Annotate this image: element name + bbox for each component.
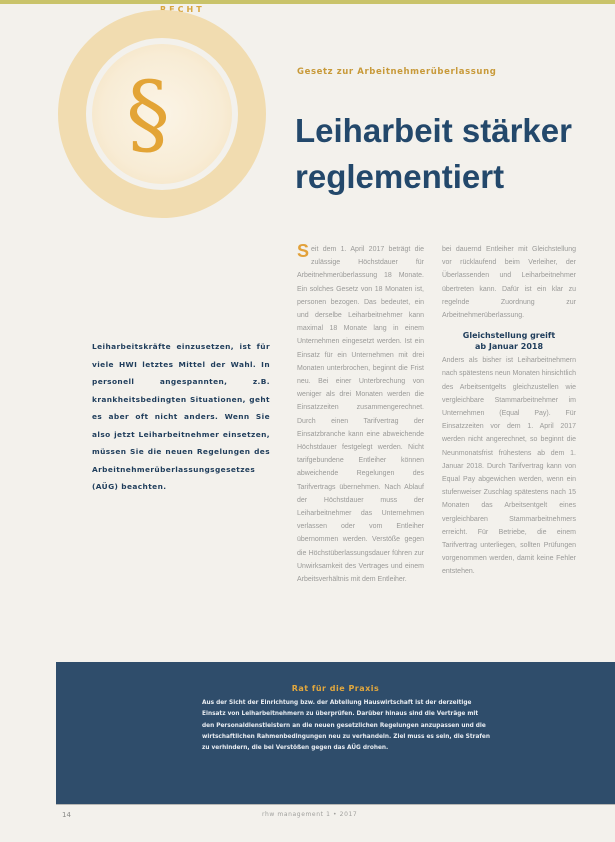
practice-box-title: Rat für die Praxis <box>291 684 380 693</box>
headline-line-1: Leiharbeit stärker <box>295 112 572 149</box>
subheading-line-2: ab Januar 2018 <box>474 342 544 352</box>
subheading-line-1: Gleichstellung greift <box>462 331 556 341</box>
section-label: RECHT <box>160 5 205 14</box>
article-kicker: Gesetz zur Arbeitnehmerüberlassung <box>297 67 497 77</box>
top-color-strip <box>0 0 615 4</box>
article-intro: Leiharbeitskräfte einzusetzen, ist für viele HWI letztes Mittel der Wahl. In personell angespannten, z.B. krankheitsbedingten Situationen, geht es aber oft nicht anders. Wenn Sie also jetzt Leiharbeitnehmer einsetzen, müssen Sie die neuen Regelungen des Arbeitnehmerüberlassungsgesetzes (AÜG) beachten. <box>92 342 270 491</box>
column-1-text: eit dem 1. April 2017 beträgt die zulässige Höchstdauer für Arbeitnehmerüberlassung 18 Monate. Ein solches Gesetz von 18 Monaten ist, personen bezogen. Das bedeutet, ein und derselbe Leiharbeitnehmer kann maximal 18 Monate lang in einem Unternehmen eingesetzt werden. Ist ein Einsatz für ein Unternehmen mit drei Monaten unterbrochen, beginnt die Frist neu. Bei einer Unterbrechung von weniger als drei Monaten werden die Einsatzzeiten zusammengerechnet. Durch einen Tarifvertrag der Einsatzbranche kann eine abweichende Höchstdauer festgelegt werden. Nicht tarifgebundene Entleiher können abweichende Regelungen des Tarifvertrags übernehmen. Nach Ablauf der Höchstdauer muss der Leiharbeitnehmer das Unternehmen verlassen oder vom Entleiher übernommen werden. Verstöße gegen die Höchstüberlassungsdauer führen zur Unwirksamkeit des Vertrages und einem Arbeitsverhältnis mit dem Entleiher. <box>297 246 424 584</box>
body-column-2 <box>442 243 576 579</box>
footer-divider <box>56 804 615 805</box>
page-number: 14 <box>62 811 71 819</box>
publication-footer: rhw management 1 • 2017 <box>262 811 358 818</box>
drop-cap: S <box>297 241 310 261</box>
paragraph-sign-icon: § <box>126 62 170 165</box>
column-2-text-top: bei dauernd Entleiher mit Gleichstellung vor rücklaufend beim Verleiher, der Überlassenden und Leiharbeitnehmer übertreten kann. Dafür ist ein klar zu regelnde Zuordnung zur Arbeitnehmerüberlassung. <box>442 246 576 320</box>
practice-box-text: Aus der Sicht der Einrichtung bzw. der Abteilung Hauswirtschaft ist der derzeitige Einsatz von Leiharbeitnehmern zu überprüfen. Darüber hinaus sind die Verträge mit den Personaldienstleistern an die neuen gesetzlichen Regelungen anzupassen und die wirtschaftlichen Rahmenbedingungen neu zu verhandeln. Ziel muss es sein, die Strafen zu verhindern, die bei Verstößen gegen das AÜG drohen. <box>202 700 490 752</box>
practice-advice-box <box>56 662 615 804</box>
column-subheading <box>442 330 576 352</box>
article-headline <box>295 108 595 200</box>
headline-line-2: reglementiert <box>295 158 505 195</box>
column-2-text-bottom: Anders als bisher ist Leiharbeitnehmern nach spätestens neun Monaten hinsichtlich des Arbeitsentgelts gleichzustellen wie vergleichbare Stammarbeitnehmer im Unternehmen (Equal Pay). Für Einsatzzeiten vor dem 1. April 2017 werden nicht angerechnet, so beginnt die Neunmonatsfrist frühestens ab dem 1. Januar 2018. Durch Tarifvertrag kann von Equal Pay abgewichen werden, wenn ein stufenweiser Zuschlag spätestens nach 15 Monaten das Arbeitsentgelt eines vergleichbaren Stammarbeitnehmers erreicht. Für Betriebe, die einem Tarifvertrag unterliegen, sollten Prüfungen vorgenommen werden, damit keine Fehler entstehen. <box>442 357 576 576</box>
body-column-1 <box>297 243 424 586</box>
